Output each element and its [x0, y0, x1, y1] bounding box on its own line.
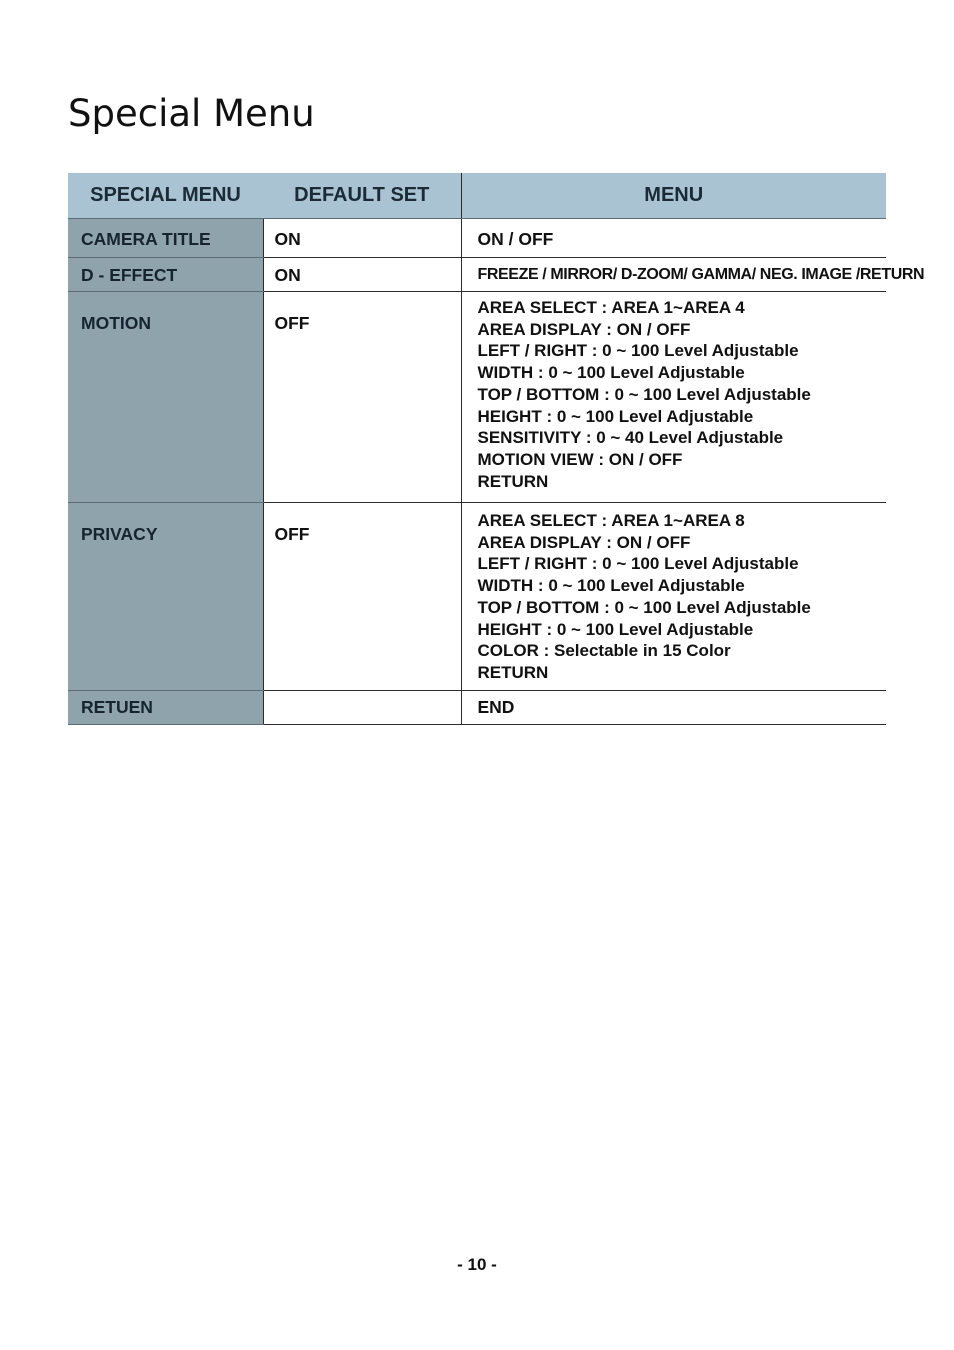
page-title: Special Menu	[68, 92, 315, 135]
menu-option-list	[478, 292, 887, 492]
menu-cell	[461, 691, 886, 725]
menu-option: LEFT / RIGHT : 0 ~ 100 Level Adjustable	[477, 554, 799, 574]
page-number: - 10 -	[457, 1255, 497, 1274]
menu-option: COLOR : Selectable in 15 Color	[477, 641, 731, 661]
default-value: OFF	[274, 313, 310, 333]
item-label: PRIVACY	[81, 524, 158, 544]
menu-option: HEIGHT : 0 ~ 100 Level Adjustable	[477, 406, 754, 426]
item-label: MOTION	[81, 313, 151, 333]
menu-option: ON / OFF	[477, 229, 554, 249]
menu-option: MOTION VIEW : ON / OFF	[477, 449, 683, 469]
menu-option-list	[478, 503, 887, 684]
menu-option: HEIGHT : 0 ~ 100 Level Adjustable	[477, 619, 754, 639]
menu-option: RETURN	[477, 662, 549, 682]
header-special-menu: SPECIAL MENU	[68, 173, 263, 219]
menu-option: AREA DISPLAY : ON / OFF	[477, 532, 691, 552]
menu-option: AREA DISPLAY : ON / OFF	[477, 319, 691, 339]
default-value	[275, 691, 461, 696]
header-default-set: DEFAULT SET	[263, 173, 461, 219]
item-cell	[68, 691, 263, 725]
menu-cell	[461, 219, 886, 258]
item-label: D - EFFECT	[81, 265, 178, 285]
menu-option: AREA SELECT : AREA 1~AREA 4	[477, 298, 745, 317]
table-row-retuen	[68, 691, 886, 725]
item-label: RETUEN	[81, 697, 153, 717]
item-cell	[68, 219, 263, 258]
menu-option: END	[477, 697, 515, 717]
default-cell	[263, 258, 461, 292]
menu-option: WIDTH : 0 ~ 100 Level Adjustable	[477, 363, 745, 383]
menu-option: AREA SELECT : AREA 1~AREA 8	[477, 511, 745, 530]
default-cell	[263, 292, 461, 503]
menu-cell	[461, 258, 925, 292]
default-value: ON	[274, 229, 301, 249]
default-cell	[263, 503, 461, 691]
table-row-d-effect	[68, 258, 886, 292]
item-cell	[68, 503, 263, 691]
menu-option: SENSITIVITY : 0 ~ 40 Level Adjustable	[477, 428, 784, 448]
table-row-motion	[68, 292, 886, 503]
default-value: OFF	[274, 524, 310, 544]
menu-option: LEFT / RIGHT : 0 ~ 100 Level Adjustable	[477, 341, 799, 361]
item-cell	[68, 292, 263, 503]
menu-option: FREEZE / MIRROR/ D-ZOOM/ GAMMA/ NEG. IMAGE /RETURN	[477, 266, 925, 283]
menu-option: TOP / BOTTOM : 0 ~ 100 Level Adjustable	[477, 384, 811, 404]
table-header-row	[68, 173, 886, 219]
default-value: ON	[274, 265, 301, 285]
menu-option: RETURN	[477, 471, 549, 491]
default-cell	[263, 691, 461, 725]
table-row-camera-title	[68, 219, 886, 258]
item-label: CAMERA TITLE	[81, 229, 211, 249]
menu-cell	[461, 503, 886, 691]
menu-cell	[461, 292, 886, 503]
special-menu-table	[68, 173, 925, 725]
table-row-privacy	[68, 503, 886, 691]
menu-option: TOP / BOTTOM : 0 ~ 100 Level Adjustable	[477, 597, 811, 617]
item-cell	[68, 258, 263, 292]
default-cell	[263, 219, 461, 258]
menu-option: WIDTH : 0 ~ 100 Level Adjustable	[477, 576, 745, 596]
header-menu: MENU	[461, 173, 886, 219]
